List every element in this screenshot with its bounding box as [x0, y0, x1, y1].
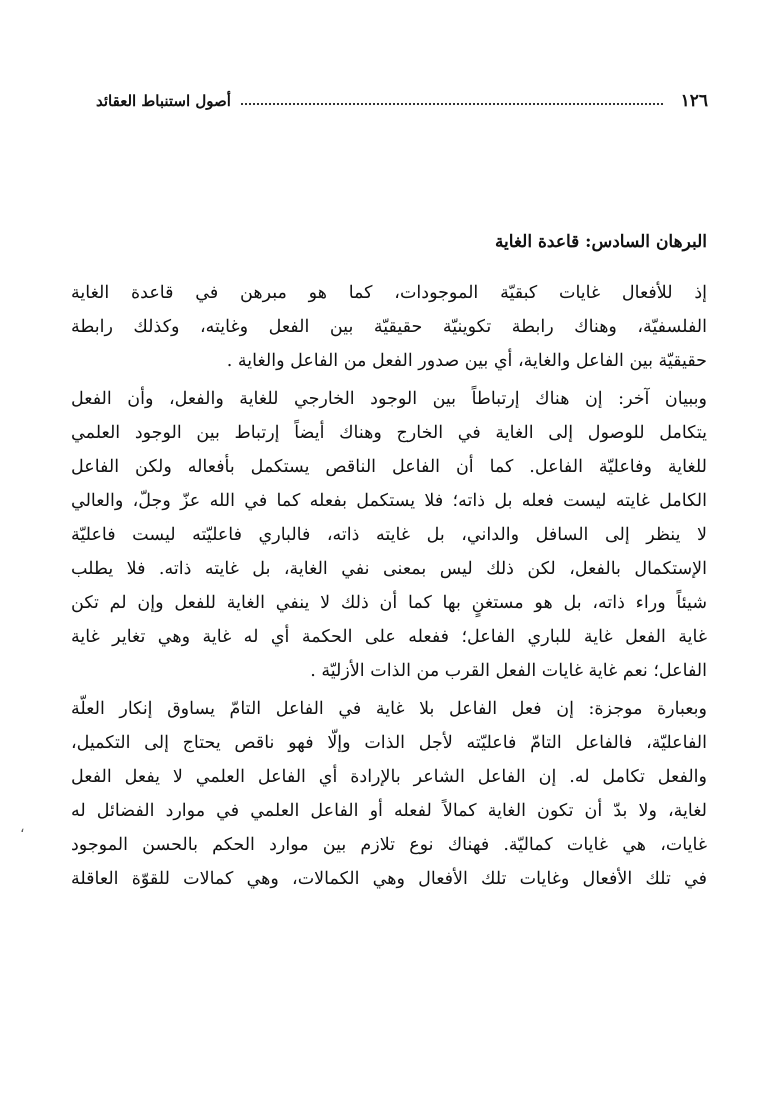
- page-number: ١٢٦: [680, 91, 708, 111]
- text-line: في تلك الأفعال وغايات تلك الأفعال وهي الكمالات، وهي كمالات للقوّة العاقلة: [71, 869, 707, 889]
- text-line: وببيان آخر: إن هناك إرتباطاً بين الوجود الخارجي للغاية والفعل، وأن الفعل: [71, 389, 707, 409]
- text-line: والفعل تكامل له. إن الفاعل الشاعر بالإرادة أي الفاعل العلمي لا يفعل الفعل: [71, 767, 707, 787]
- paragraph-3: [71, 692, 707, 896]
- text-line: حقيقيّة بين الفاعل والغاية، أي بين صدور الفعل من الفاعل والغاية .: [226, 351, 707, 371]
- text-line: الكامل غايته ليست فعله بل ذاته؛ فلا يستكمل بفعله كما في الله عزّ وجلّ، والعالي: [71, 491, 707, 511]
- text-line: الفلسفيّة، وهناك رابطة تكوينيّة حقيقيّة بين الفعل وغايته، وكذلك رابطة: [71, 317, 707, 337]
- text-line: الإستكمال بالفعل، لكن ذلك ليس بمعنى نفي الغاية، بل غايته ذاته. فلا يطلب: [71, 559, 707, 579]
- paragraph-1: [71, 276, 707, 378]
- text-line: الفاعل؛ نعم غاية غايات الفعل القرب من الذات الأزليّة .: [310, 661, 707, 681]
- margin-mark: ،: [20, 820, 25, 836]
- running-header: [96, 88, 708, 114]
- text-line: إذ للأفعال غايات كبقيّة الموجودات، كما هو مبرهن في قاعدة الغاية: [71, 283, 707, 303]
- text-line: شيئاً وراء ذاته، بل هو مستغنٍ بها كما أن ذلك لا ينفي الغاية للفعل وإن لم تكن: [71, 593, 707, 613]
- body-text: [71, 276, 707, 900]
- text-line: لغاية، ولا بدّ أن تكون الغاية كمالاً لفعله أو الفاعل العلمي في موارد الفضائل له: [71, 801, 707, 821]
- dot-leader: [241, 103, 663, 105]
- text-line: غاية الفعل غاية للباري الفاعل؛ ففعله على الحكمة أي له غاية وهي تغاير غاية: [71, 627, 707, 647]
- text-line: لا ينظر إلى السافل والداني، بل غايته ذاته، فالباري فاعليّته ليست فاعليّة: [71, 525, 707, 545]
- text-line: وبعبارة موجزة: إن فعل الفاعل بلا غاية في الفاعل التامّ يساوق إنكار العلّة: [71, 699, 707, 719]
- section-heading: البرهان السادس: قاعدة الغاية: [494, 232, 707, 252]
- text-line: الفاعليّة، فالفاعل التامّ فاعليّته لأجل الذات وإلّا فهو ناقص يحتاج إلى التكميل،: [71, 733, 707, 753]
- text-line: غايات، هي غايات كماليّة. فهناك نوع تلازم بين موارد الحكم بالحسن الموجود: [71, 835, 707, 855]
- text-line: يتكامل للوصول إلى الغاية في الخارج وهناك أيضاً إرتباط بين الوجود العلمي: [71, 423, 707, 443]
- text-line: للغاية وفاعليّة الفاعل. كما أن الفاعل الناقص يستكمل بأفعاله ولكن الفاعل: [71, 457, 707, 477]
- book-title: أصول استنباط العقائد: [96, 92, 231, 110]
- paragraph-2: [71, 382, 707, 688]
